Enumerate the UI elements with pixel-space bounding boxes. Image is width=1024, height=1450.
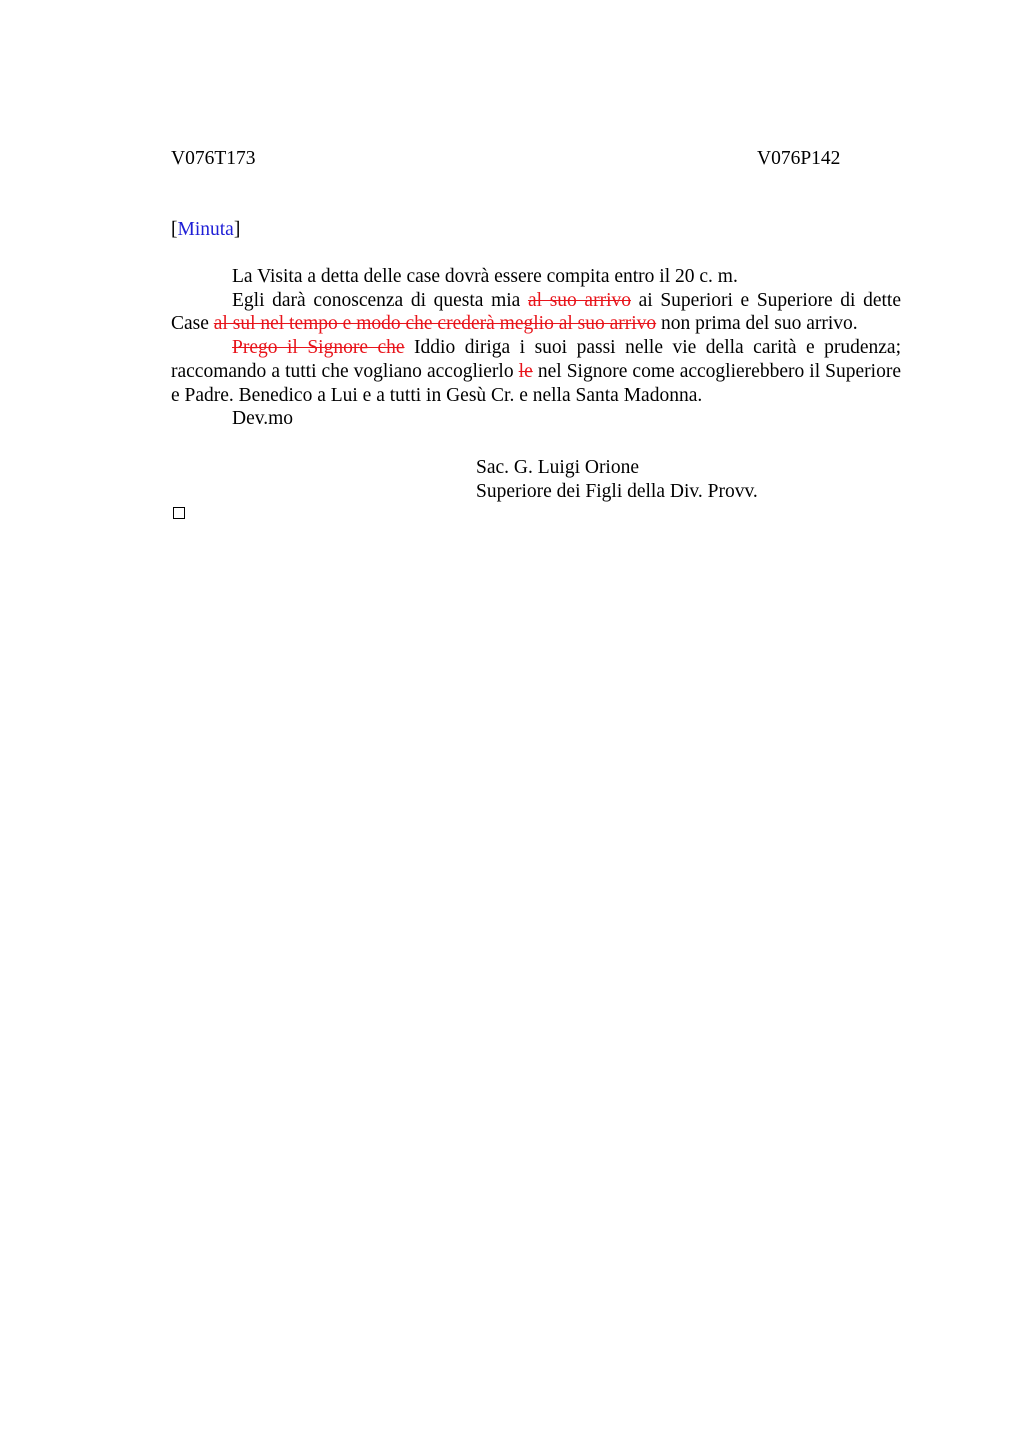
document-code-left: V076T173 xyxy=(171,148,256,169)
label-open-bracket: [ xyxy=(171,219,178,240)
deleted-text: Prego il Signore che xyxy=(232,337,405,359)
paragraph-3-part-2: nel Signore come accoglierebbero il Superiore e Padre. Benedico a Lui e a tutti in Gesù Cr. e nella Santa Madonna. xyxy=(171,360,901,406)
paragraph-3 xyxy=(171,336,901,407)
paragraph-2 xyxy=(171,289,901,336)
document-code-right: V076P142 xyxy=(757,148,841,169)
signature-name: Sac. G. Luigi Orione xyxy=(476,457,640,478)
signature-title: Superiore dei Figli della Div. Provv. xyxy=(476,481,758,502)
deleted-text: al suo arrivo xyxy=(527,289,631,311)
paragraph-2-part-1: Egli darà conoscenza di questa mia xyxy=(232,289,528,311)
deleted-text: le xyxy=(518,360,533,382)
deleted-text: al sul nel tempo e modo che crederà meglio al suo arrivo xyxy=(213,313,657,335)
paragraph-2-part-3: non prima del suo arrivo. xyxy=(656,313,858,335)
signature-block xyxy=(476,456,758,504)
paragraph-3-part-1: Iddio diriga i suoi passi nelle vie della carità e prudenza; raccomando a tutti che vogliano accoglierlo xyxy=(171,337,901,382)
label-close-bracket: ] xyxy=(233,219,241,240)
minuta-label xyxy=(171,218,240,242)
paragraph-4 xyxy=(171,407,901,431)
paragraph-1 xyxy=(171,265,901,289)
closing-salutation: Dev.mo xyxy=(232,408,294,430)
label-text: Minuta xyxy=(177,219,234,240)
paragraph-1-text: La Visita a detta delle case dovrà essere compita entro il 20 c. m. xyxy=(232,266,738,287)
paragraph-2-part-2: ai Superiori e Superiore di dette Case xyxy=(171,289,901,335)
empty-square-icon xyxy=(173,507,185,519)
letter-body xyxy=(171,265,901,431)
